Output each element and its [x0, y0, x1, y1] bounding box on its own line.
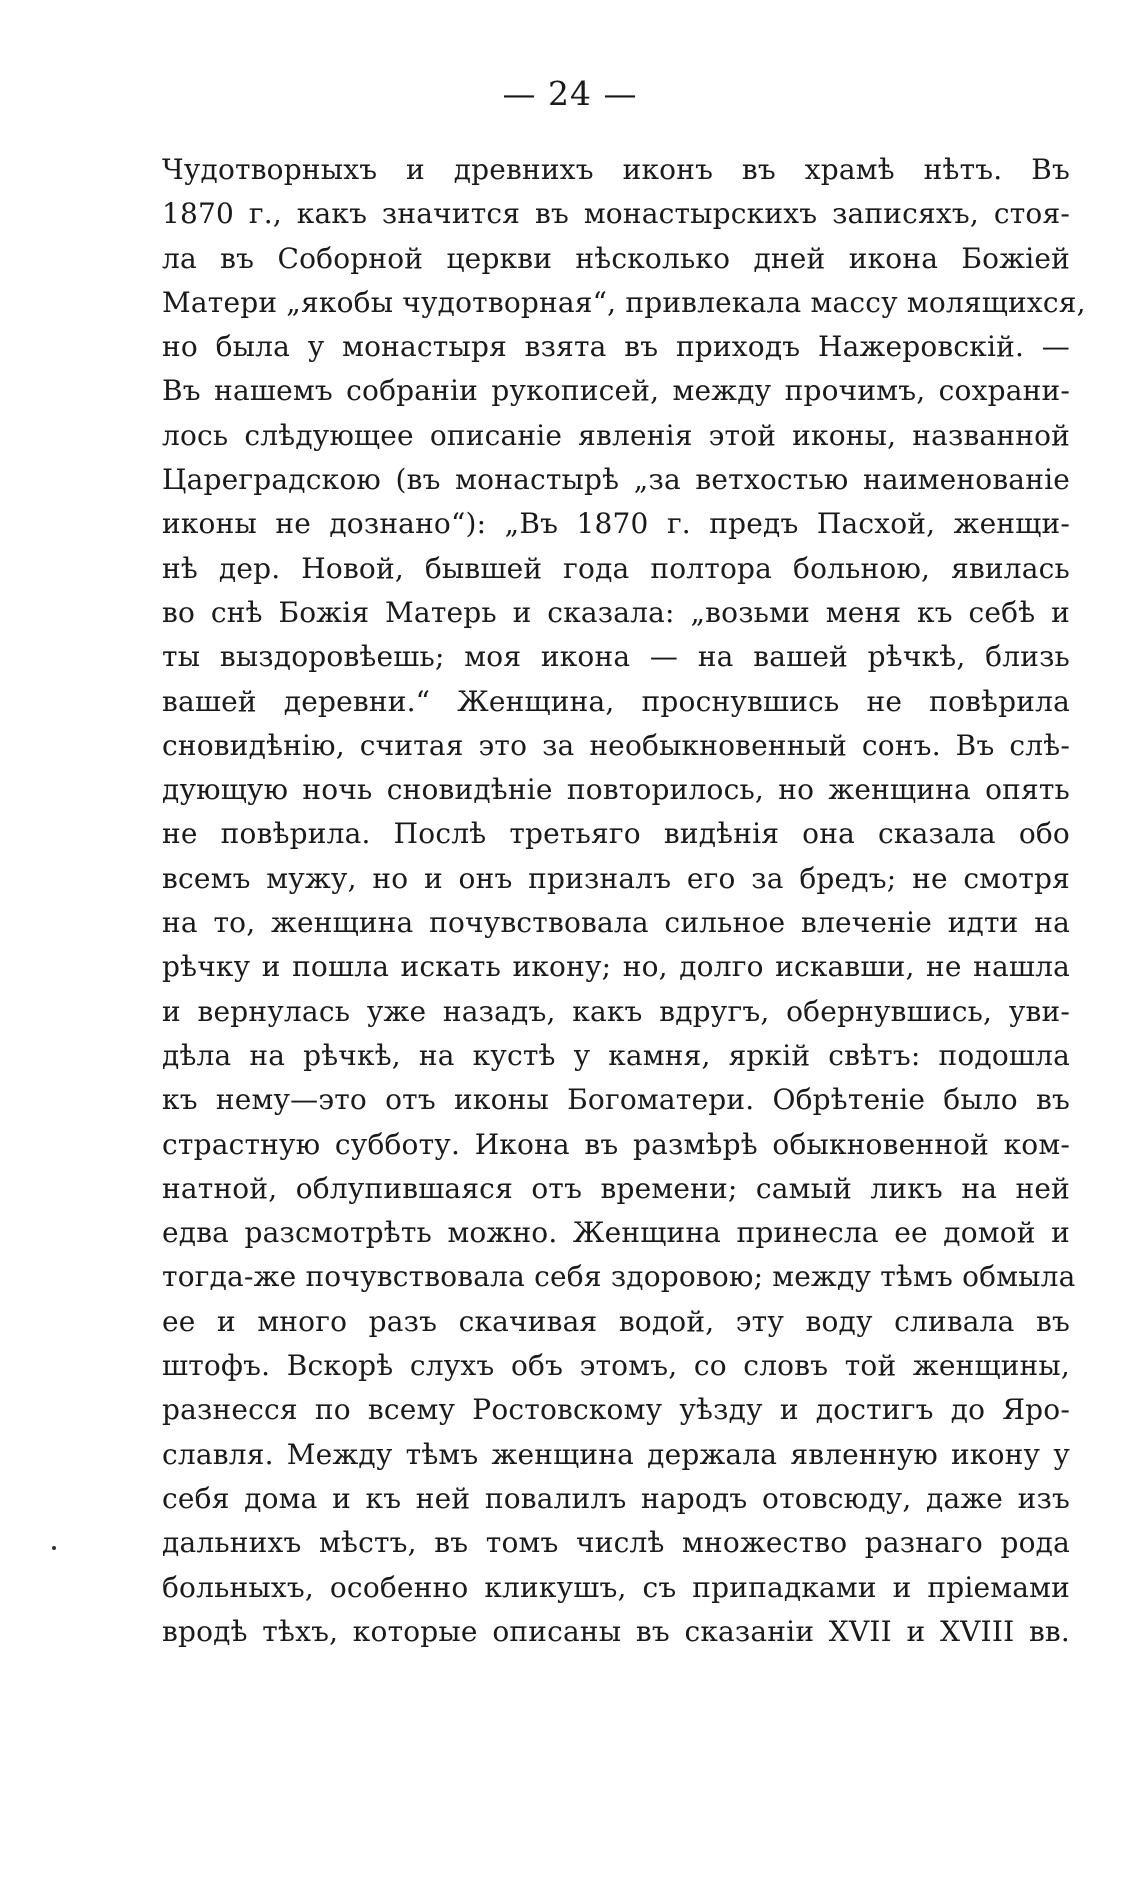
text-line: вашей деревни.“ Женщина, проснувшись не повѣрила — [162, 684, 1070, 718]
text-line: Матери „якобы чудотворная“, привлекала массу молящихся, — [162, 285, 1086, 319]
text-line: ты выздоровѣешь; моя икона — на вашей рѣчкѣ, близь — [162, 640, 1070, 674]
text-line: сновидѣнію, считая это за необыкновенный сонъ. Въ слѣ- — [162, 728, 1070, 762]
text-line: всемъ мужу, но и онъ призналъ его за бредъ; не смотря — [162, 861, 1070, 895]
text-line: штофъ. Вскорѣ слухъ объ этомъ, со словъ той женщины, — [162, 1349, 1070, 1383]
text-line: больныхъ, особенно кликушъ, съ припадками и пріемами — [162, 1570, 1070, 1604]
text-line: Чудотворныхъ и древнихъ иконъ въ храмѣ нѣтъ. Въ — [162, 153, 1070, 186]
text-line: не повѣрила. Послѣ третьяго видѣнія она сказала обо — [162, 817, 1070, 851]
scan-speck — [52, 1546, 56, 1550]
text-line: рѣчку и пошла искать икону; но, долго искавши, не нашла — [162, 950, 1070, 984]
text-line: дѣла на рѣчкѣ, на кустѣ у камня, яркій свѣтъ: подошла — [162, 1038, 1070, 1072]
text-line: страстную субботу. Икона въ размѣрѣ обыкновенной ком- — [162, 1127, 1070, 1161]
text-line: на то, женщина почувствовала сильное влеченіе идти на — [162, 906, 1070, 940]
text-line: дующую ночь сновидѣніе повторилось, но женщина опять — [162, 773, 1070, 807]
text-line: едва разсмотрѣть можно. Женщина принесла ее домой и — [162, 1216, 1070, 1250]
text-line: славля. Между тѣмъ женщина держала явленную икону у — [162, 1437, 1070, 1471]
text-line: къ нему—это отъ иконы Богоматери. Обрѣтеніе было въ — [162, 1083, 1070, 1117]
text-line: ее и много разъ скачивая водой, эту воду сливала въ — [162, 1304, 1070, 1338]
text-line: Цареградскою (въ монастырѣ „за ветхостью наименованіе — [162, 463, 1070, 497]
text-line: лось слѣдующее описаніе явленія этой иконы, названной — [162, 418, 1070, 452]
text-line: и вернулась уже назадъ, какъ вдругъ, обернувшись, уви- — [162, 994, 1070, 1028]
text-line: нѣ дер. Новой, бывшей года полтора больною, явилась — [162, 551, 1070, 585]
text-line: натной, облупившаяся отъ времени; самый ликъ на ней — [162, 1171, 1070, 1205]
text-line: дальнихъ мѣстъ, въ томъ числѣ множество разнаго рода — [162, 1526, 1070, 1560]
text-line: иконы не дознано“): „Въ 1870 г. предъ Пасхой, женщи- — [162, 507, 1070, 541]
text-line: ла въ Соборной церкви нѣсколько дней икона Божіей — [162, 241, 1070, 275]
text-line: разнесся по всему Ростовскому уѣзду и достигъ до Яро- — [162, 1393, 1070, 1427]
body-text — [162, 148, 1086, 1654]
text-line: 1870 г., какъ значится въ монастырскихъ записяхъ, стоя- — [162, 197, 1070, 231]
text-line: во снѣ Божія Матерь и сказала: „возьми меня къ себѣ и — [162, 595, 1070, 629]
text-line: тогда-же почувствовала себя здоровою; между тѣмъ обмыла — [162, 1260, 1076, 1294]
page-number: — 24 — — [502, 74, 638, 113]
text-line: вродѣ тѣхъ, которые описаны въ сказаніи XVII и XVIII вв. — [162, 1614, 1070, 1648]
text-line: но была у монастыря взята въ приходъ Нажеровскій. — — [162, 330, 1070, 364]
text-line: себя дома и къ ней повалилъ народъ отовсюду, даже изъ — [162, 1481, 1070, 1515]
text-line: Въ нашемъ собраніи рукописей, между прочимъ, сохрани- — [162, 374, 1070, 408]
